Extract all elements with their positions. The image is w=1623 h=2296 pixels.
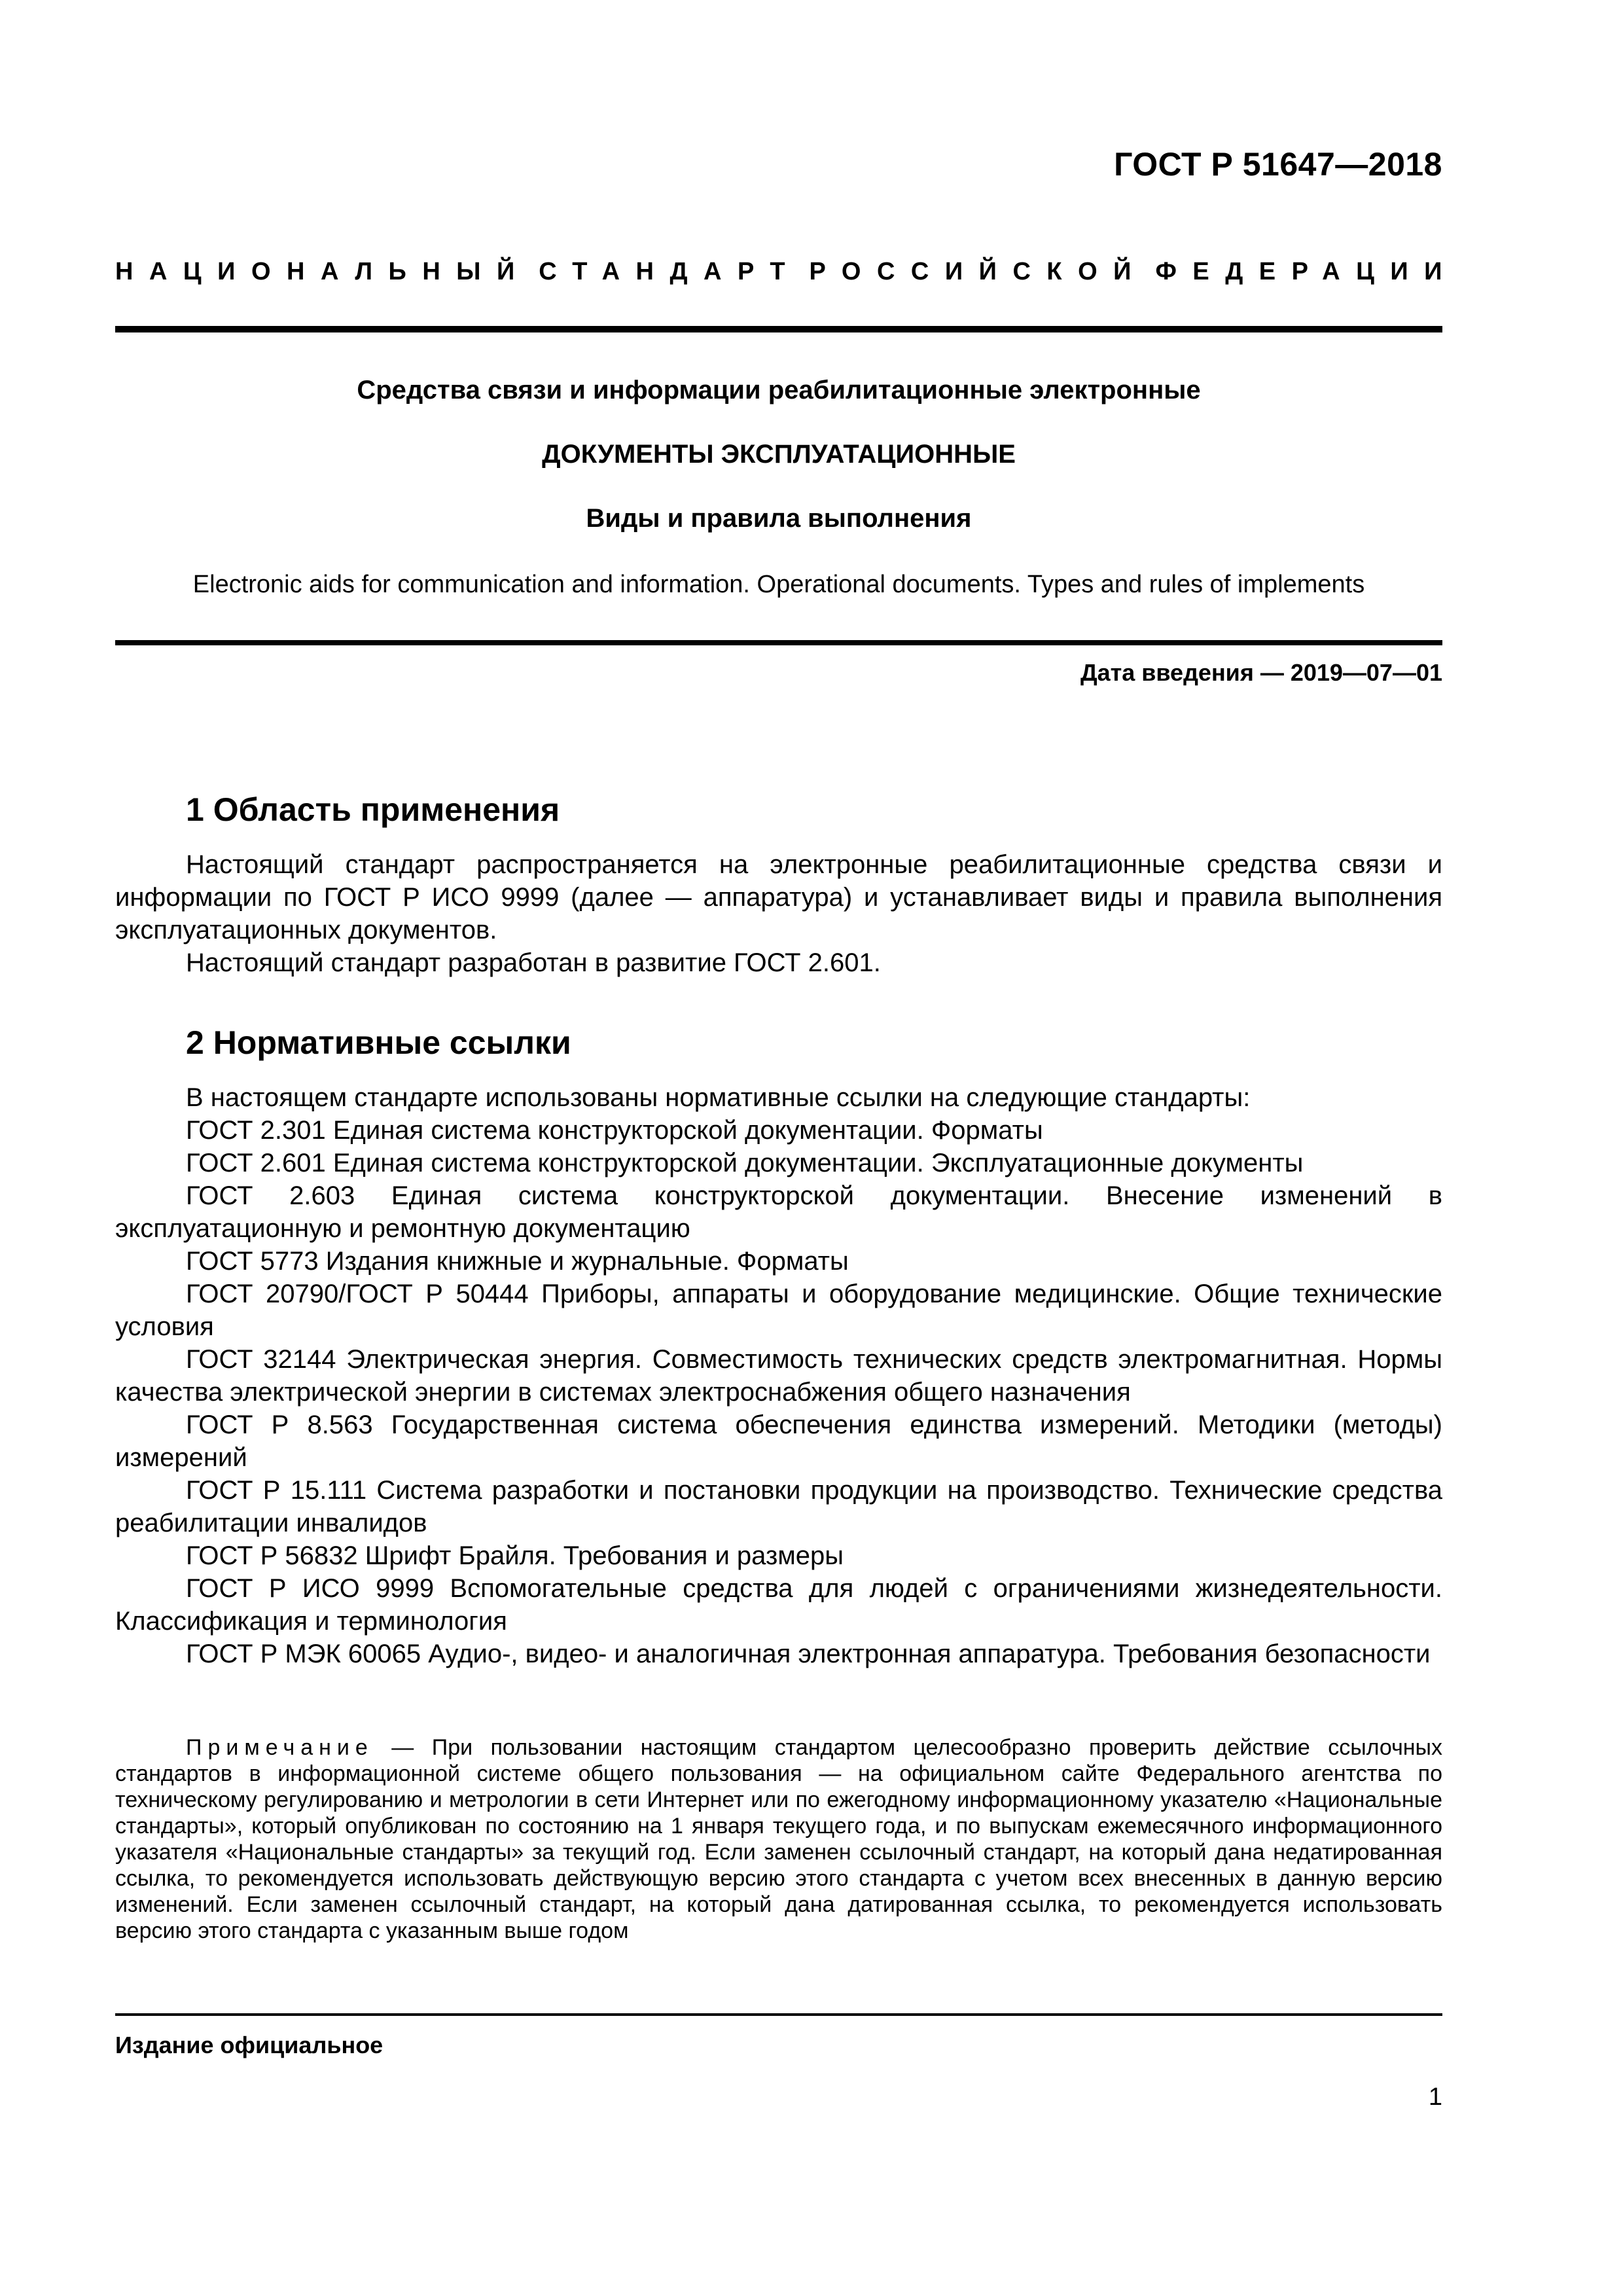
reference-item: ГОСТ Р МЭК 60065 Аудио-, видео- и аналогичная электронная аппаратура. Требования безопасности <box>186 1640 1431 1668</box>
title-line-1: Средства связи и информации реабилитационные электронные <box>357 376 1201 404</box>
section-1-paragraph: Настоящий стандарт распространяется на электронные реабилитационные средства связи и информации по ГОСТ Р ИСО 9999 (далее — аппаратура) и устанавливает виды и правила выполнения эксплуатационных документов. <box>115 850 1442 944</box>
introduction-date: Дата введения — 2019—07—01 <box>1080 659 1442 686</box>
reference-item: ГОСТ 20790/ГОСТ Р 50444 Приборы, аппараты и оборудование медицинские. Общие технические условия <box>115 1280 1442 1341</box>
footer-divider <box>115 2013 1442 2016</box>
reference-item: ГОСТ 2.301 Единая система конструкторской документации. Форматы <box>186 1116 1043 1145</box>
title-divider <box>115 640 1442 645</box>
section-1-heading: 1 Область применения <box>186 791 560 828</box>
section-2-heading: 2 Нормативные ссылки <box>186 1024 571 1061</box>
header-divider <box>115 326 1442 332</box>
reference-item: ГОСТ 5773 Издания книжные и журнальные. Форматы <box>186 1247 849 1276</box>
section-1-body <box>115 848 1442 979</box>
note-block <box>115 1734 1442 1944</box>
reference-item: ГОСТ Р 8.563 Государственная система обеспечения единства измерений. Методики (методы) измерений <box>115 1410 1442 1472</box>
note-label: Примечание <box>186 1735 374 1760</box>
section-1-paragraph: Настоящий стандарт разработан в развитие ГОСТ 2.601. <box>186 948 881 977</box>
reference-item: ГОСТ Р 56832 Шрифт Брайля. Требования и размеры <box>186 1541 844 1570</box>
document-code: ГОСТ Р 51647—2018 <box>1114 146 1442 183</box>
section-2-intro: В настоящем стандарте использованы нормативные ссылки на следующие стандарты: <box>186 1083 1251 1112</box>
banner-word: РОССИЙСКОЙ <box>809 258 1147 285</box>
note-text: — При пользовании настоящим стандартом целесообразно проверить действие ссылочных стандартов в информационной системе общего пользования — на официальном сайте Федерального агентства по техническому регулированию и метрологии в сети Интернет или по ежегодному информационному указателю «Национальные стандарты», который опубликован по состоянию на 1 января текущего года, и по выпускам ежемесячного информационного указателя «Национальные стандарты» за текущий год. Если заменен ссылочный стандарт, на который дана недатированная ссылка, то рекомендуется использовать действующую версию этого стандарта с учетом всех внесенных в данную версию изменений. Если заменен ссылочный стандарт, на который дана датированная ссылка, то рекомендуется использовать версию этого стандарта с указанным выше годом <box>115 1735 1442 1943</box>
banner-word: НАЦИОНАЛЬНЫЙ <box>115 258 531 285</box>
reference-item: ГОСТ Р ИСО 9999 Вспомогательные средства для людей с ограничениями жизнедеятельности. Классификация и терминология <box>115 1574 1442 1636</box>
reference-item: ГОСТ Р 15.111 Система разработки и постановки продукции на производство. Технические средства реабилитации инвалидов <box>115 1476 1442 1537</box>
page-number: 1 <box>1428 2083 1442 2111</box>
official-edition-label: Издание официальное <box>115 2032 383 2058</box>
banner-word: ФЕДЕРАЦИИ <box>1155 258 1458 285</box>
section-2-body <box>115 1081 1442 1670</box>
banner-word: СТАНДАРТ <box>539 258 802 285</box>
reference-item: ГОСТ 2.603 Единая система конструкторской документации. Внесение изменений в эксплуатационную и ремонтную документацию <box>115 1181 1442 1243</box>
reference-item: ГОСТ 2.601 Единая система конструкторской документации. Эксплуатационные документы <box>186 1149 1304 1177</box>
english-title: Electronic aids for communication and information. Operational documents. Types and rules of implements <box>192 571 1365 598</box>
reference-item: ГОСТ 32144 Электрическая энергия. Совместимость технических средств электромагнитная. Нормы качества электрической энергии в системах электроснабжения общего назначения <box>115 1345 1442 1407</box>
title-line-2: ДОКУМЕНТЫ ЭКСПЛУАТАЦИОННЫЕ <box>542 440 1016 469</box>
national-standard-banner <box>115 258 1458 286</box>
title-line-3: Виды и правила выполнения <box>586 504 972 533</box>
